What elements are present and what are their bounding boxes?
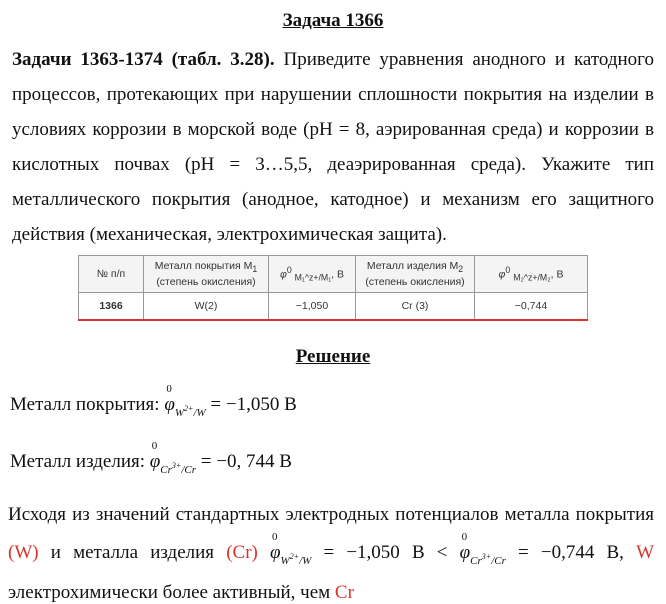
phi-symbol: φ 0 — [149, 440, 161, 472]
header-phi1: $\varphi^0$ $_{M_1\^{}z+/M_1}$, В — [269, 256, 356, 293]
table-row — [79, 293, 588, 321]
task-title: Задача 1366 — [282, 10, 384, 31]
cell-phi2: −0,744 — [475, 293, 588, 321]
conclusion-line-2: (W) и металла изделия (Cr) φ 0 $_{W^{2+}/W}$ = −1,050 В < φ 0 $_{Cr^{3+}/Cr}$ = −0,744 В, W — [8, 531, 655, 567]
header-phi2: $\varphi^0$ $_{M_2\^{}z+/M_2}$, В — [475, 256, 588, 293]
conclusion-line-1: Исходя из значений стандартных электродных потенциалов металла покрытия — [8, 504, 654, 525]
problem-statement — [12, 42, 654, 252]
problem-lead: Задачи 1363-1374 (табл. 3.28). — [12, 49, 275, 70]
table-header-row — [79, 256, 588, 293]
problem-text: Приведите уравнения анодного и катодного процессов, протекающих при нарушении сплошности покрытия на изделии в условиях коррозии в морской воде (pH = 8, аэрированная среда) и коррозии в кислотных почвах (pH = 3…5,5, деаэрированная среда). Укажите тип металлического покрытия (анодное, катодное) и механизм его защитного действия (механическая, электрохимическая защита). — [12, 49, 654, 245]
cell-phi1: −1,050 — [269, 293, 356, 321]
phi-symbol: φ 0 — [164, 383, 175, 415]
conclusion-line-3: электрохимически более активный, чем Cr — [8, 582, 354, 603]
product-potential-line: Металл изделия: φ 0 $_{Cr^{3+}/Cr}$ = −0, 744 В — [10, 440, 292, 476]
coating-potential-line: Металл покрытия: φ 0 $_{W^{2+}/W}$ = −1,050 В — [10, 383, 297, 419]
data-table — [78, 255, 588, 321]
solution-heading: Решение — [295, 346, 371, 367]
cell-coating: W(2) — [144, 293, 269, 321]
header-num: № п/п — [79, 256, 144, 293]
cell-num: 1366 — [79, 293, 144, 321]
header-product: Металл изделия $M_2$ (степень окисления) — [356, 256, 475, 293]
header-coating: Металл покрытия $M_1$ (степень окисления) — [144, 256, 269, 293]
cell-product: Cr (3) — [356, 293, 475, 321]
